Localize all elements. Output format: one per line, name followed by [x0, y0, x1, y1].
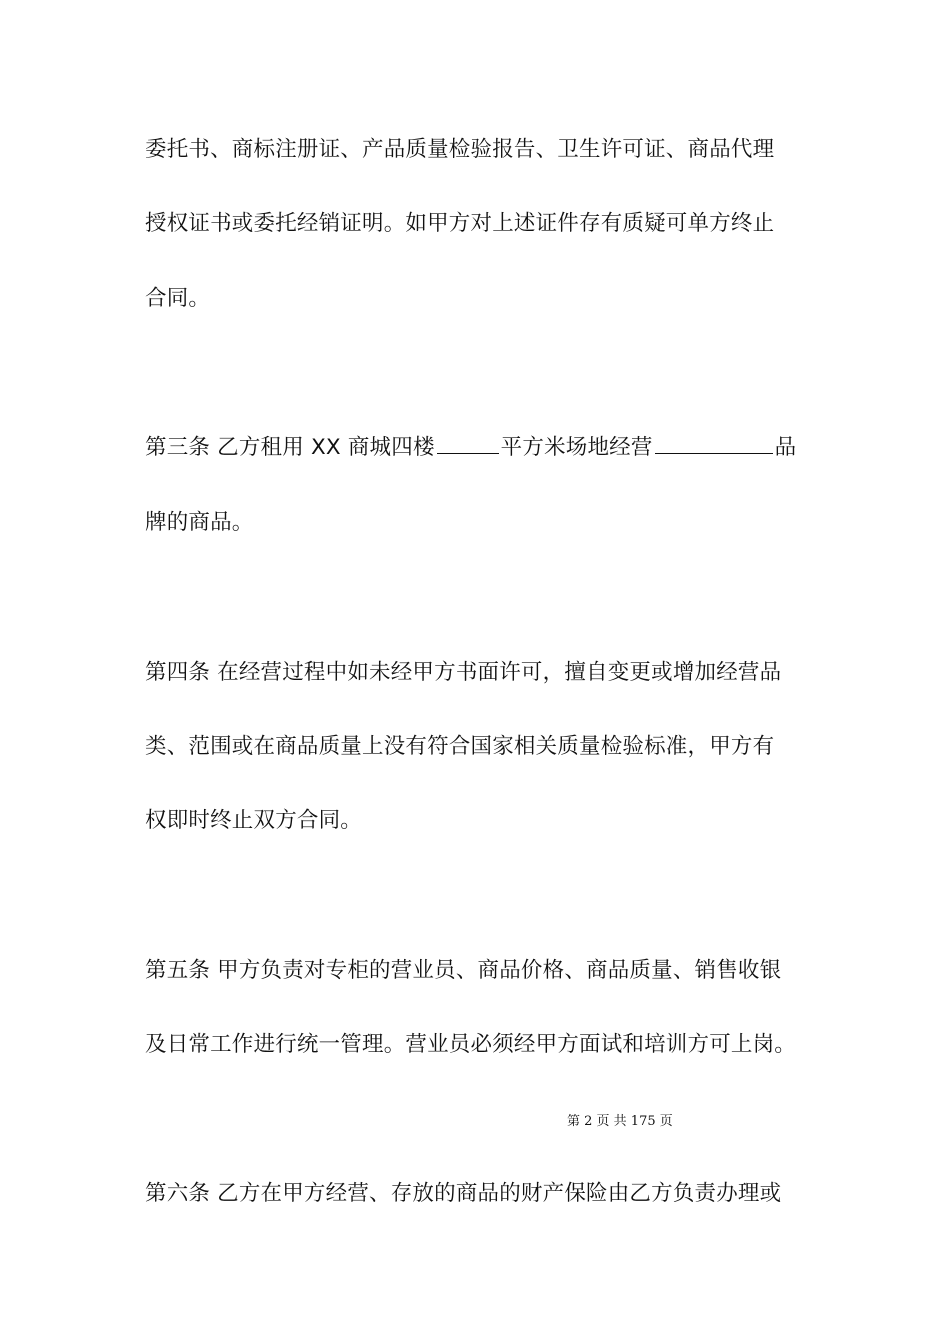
text-line: 第六条 乙方在甲方经营、存放的商品的财产保险由乙方负责办理或 — [145, 1181, 782, 1206]
article-3-text-2: 平方米场地经营 — [500, 435, 653, 460]
page-footer: 第 2 页 共 175 页 — [567, 1114, 673, 1129]
text-line: 委托书、商标注册证、产品质量检验报告、卫生许可证、商品代理 — [145, 137, 775, 162]
text-line: 第五条 甲方负责对专柜的营业员、商品价格、商品质量、销售收银 — [145, 958, 782, 983]
text-line: 第四条 在经营过程中如未经甲方书面许可，擅自变更或增加经营品 — [145, 660, 782, 685]
text-line: 权即时终止双方合同。 — [145, 808, 363, 833]
text-line: 及日常工作进行统一管理。营业员必须经甲方面试和培训方可上岗。 — [145, 1032, 797, 1057]
article-3-line — [145, 433, 810, 463]
text-line: 牌的商品。 — [145, 510, 254, 535]
article-3-text-1: 第三条 乙方租用 XX 商城四楼 — [145, 435, 435, 460]
article-3-text-3: 品 — [774, 435, 797, 460]
text-line: 类、范围或在商品质量上没有符合国家相关质量检验标准，甲方有 — [145, 734, 775, 759]
area-blank — [437, 433, 499, 454]
text-line: 授权证书或委托经销证明。如甲方对上述证件存有质疑可单方终止 — [145, 211, 775, 236]
brand-blank — [655, 433, 773, 454]
text-line: 合同。 — [145, 286, 211, 311]
